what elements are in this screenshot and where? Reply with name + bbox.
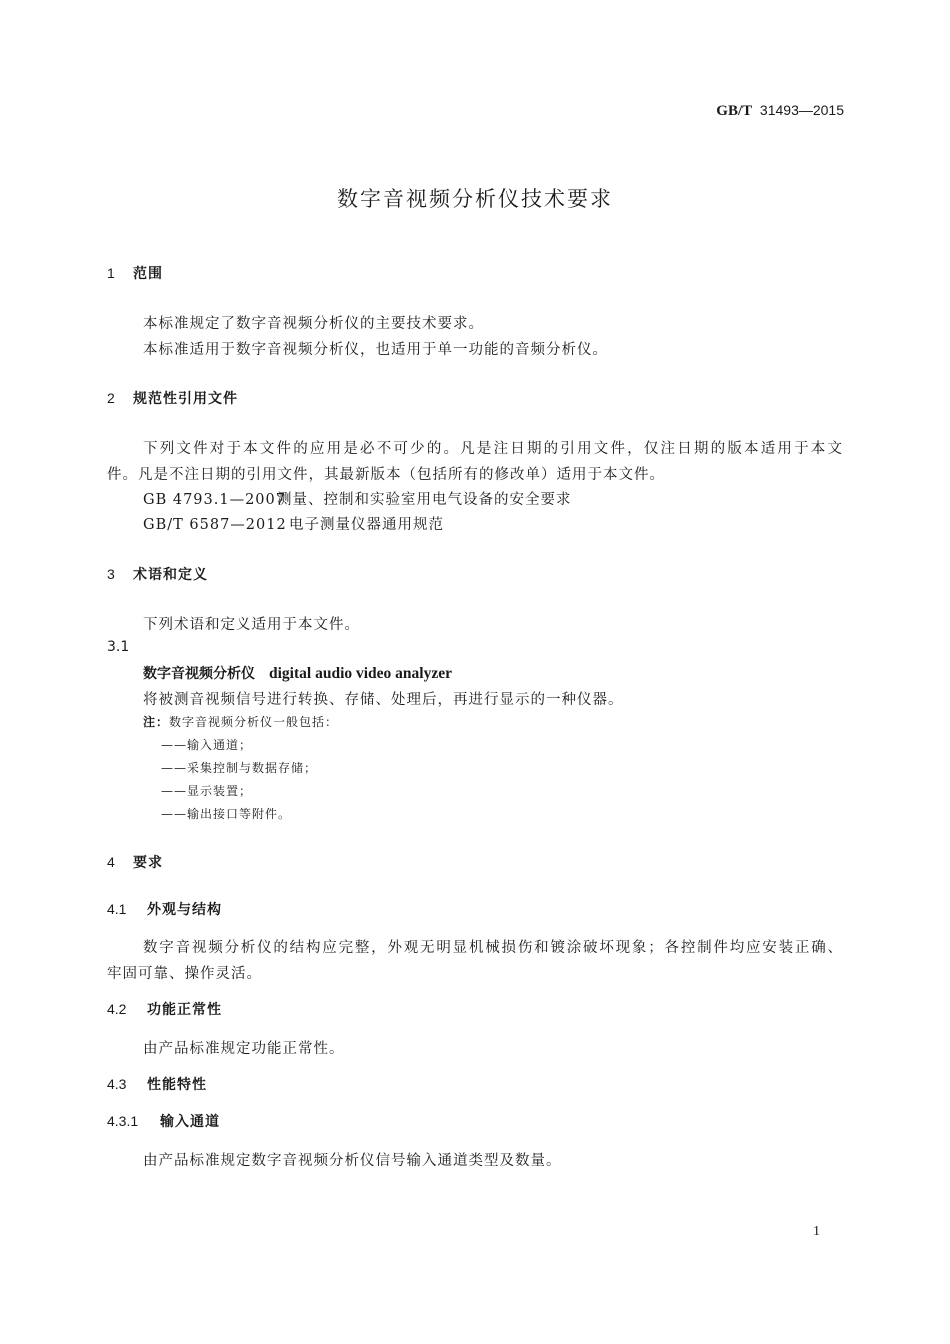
term-number: 3.1 bbox=[107, 639, 130, 655]
term-entry bbox=[143, 663, 452, 683]
reference-code: GB/T 6587—2012 bbox=[143, 517, 287, 533]
subsection-number: 4.3 bbox=[107, 1076, 127, 1092]
doc-code-prefix: GB/T bbox=[716, 103, 753, 119]
paragraph: 由产品标准规定功能正常性。 bbox=[143, 1041, 345, 1057]
section-number: 4 bbox=[107, 854, 115, 870]
section-number: 3 bbox=[107, 566, 115, 582]
section-number: 2 bbox=[107, 390, 115, 406]
paragraph-line: 牢固可靠、操作灵活。 bbox=[107, 966, 262, 982]
section-4-heading bbox=[107, 852, 163, 872]
note-list-item: ——显示装置； bbox=[161, 784, 253, 798]
paragraph-line: 件。凡是不注日期的引用文件，其最新版本（包括所有的修改单）适用于本文件。 bbox=[107, 467, 665, 483]
page-number: 1 bbox=[813, 1224, 820, 1239]
paragraph: 本标准适用于数字音视频分析仪，也适用于单一功能的音频分析仪。 bbox=[143, 342, 608, 358]
reference-title: 电子测量仪器通用规范 bbox=[289, 517, 444, 533]
paragraph-line: 下列文件对于本文件的应用是必不可少的。凡是注日期的引用文件，仅注日期的版本适用于本文 bbox=[143, 441, 843, 457]
note-list-item: ——输入通道； bbox=[161, 738, 253, 752]
paragraph: 由产品标准规定数字音视频分析仪信号输入通道类型及数量。 bbox=[143, 1153, 562, 1169]
section-2-heading bbox=[107, 388, 238, 408]
subsection-title: 输入通道 bbox=[160, 1114, 220, 1130]
paragraph: 本标准规定了数字音视频分析仪的主要技术要求。 bbox=[143, 316, 484, 332]
paragraph: 下列术语和定义适用于本文件。 bbox=[143, 617, 360, 633]
subsection-4-1-heading bbox=[107, 899, 222, 919]
subsection-number: 4.2 bbox=[107, 1001, 127, 1017]
subsection-4-3-heading bbox=[107, 1074, 207, 1094]
doc-code-number: 31493—2015 bbox=[759, 102, 844, 118]
document-title: 数字音视频分析仪技术要求 bbox=[337, 187, 613, 211]
term-definition: 将被测音视频信号进行转换、存储、处理后，再进行显示的一种仪器。 bbox=[143, 692, 624, 708]
subsection-number: 4.3.1 bbox=[107, 1113, 139, 1129]
section-title: 规范性引用文件 bbox=[133, 391, 238, 407]
reference-item bbox=[143, 513, 444, 534]
subsection-title: 功能正常性 bbox=[147, 1002, 222, 1018]
section-3-heading bbox=[107, 564, 208, 584]
document-code bbox=[716, 102, 844, 120]
note-text: 数字音视频分析仪一般包括： bbox=[169, 715, 339, 729]
subsection-title: 性能特性 bbox=[147, 1077, 207, 1093]
section-1-heading bbox=[107, 263, 163, 283]
note-label: 注： bbox=[143, 715, 170, 729]
section-title: 术语和定义 bbox=[133, 567, 208, 583]
paragraph-line: 数字音视频分析仪的结构应完整，外观无明显机械损伤和镀涂破坏现象；各控制件均应安装正确、 bbox=[143, 940, 843, 956]
term-english: digital audio video analyzer bbox=[269, 665, 452, 682]
section-number: 1 bbox=[107, 265, 115, 281]
reference-item bbox=[143, 488, 572, 509]
section-title: 要求 bbox=[133, 855, 163, 871]
subsection-4-3-1-heading bbox=[107, 1111, 220, 1131]
subsection-title: 外观与结构 bbox=[147, 902, 222, 918]
term-chinese: 数字音视频分析仪 bbox=[143, 666, 255, 682]
note bbox=[143, 713, 338, 730]
reference-code: GB 4793.1—2007 bbox=[143, 492, 286, 508]
subsection-number: 4.1 bbox=[107, 901, 127, 917]
note-list-item: ——输出接口等附件。 bbox=[161, 807, 292, 821]
reference-title: 测量、控制和实验室用电气设备的安全要求 bbox=[277, 492, 572, 508]
note-list-item: ——采集控制与数据存储； bbox=[161, 761, 318, 775]
subsection-4-2-heading bbox=[107, 999, 222, 1019]
section-title: 范围 bbox=[133, 266, 163, 282]
